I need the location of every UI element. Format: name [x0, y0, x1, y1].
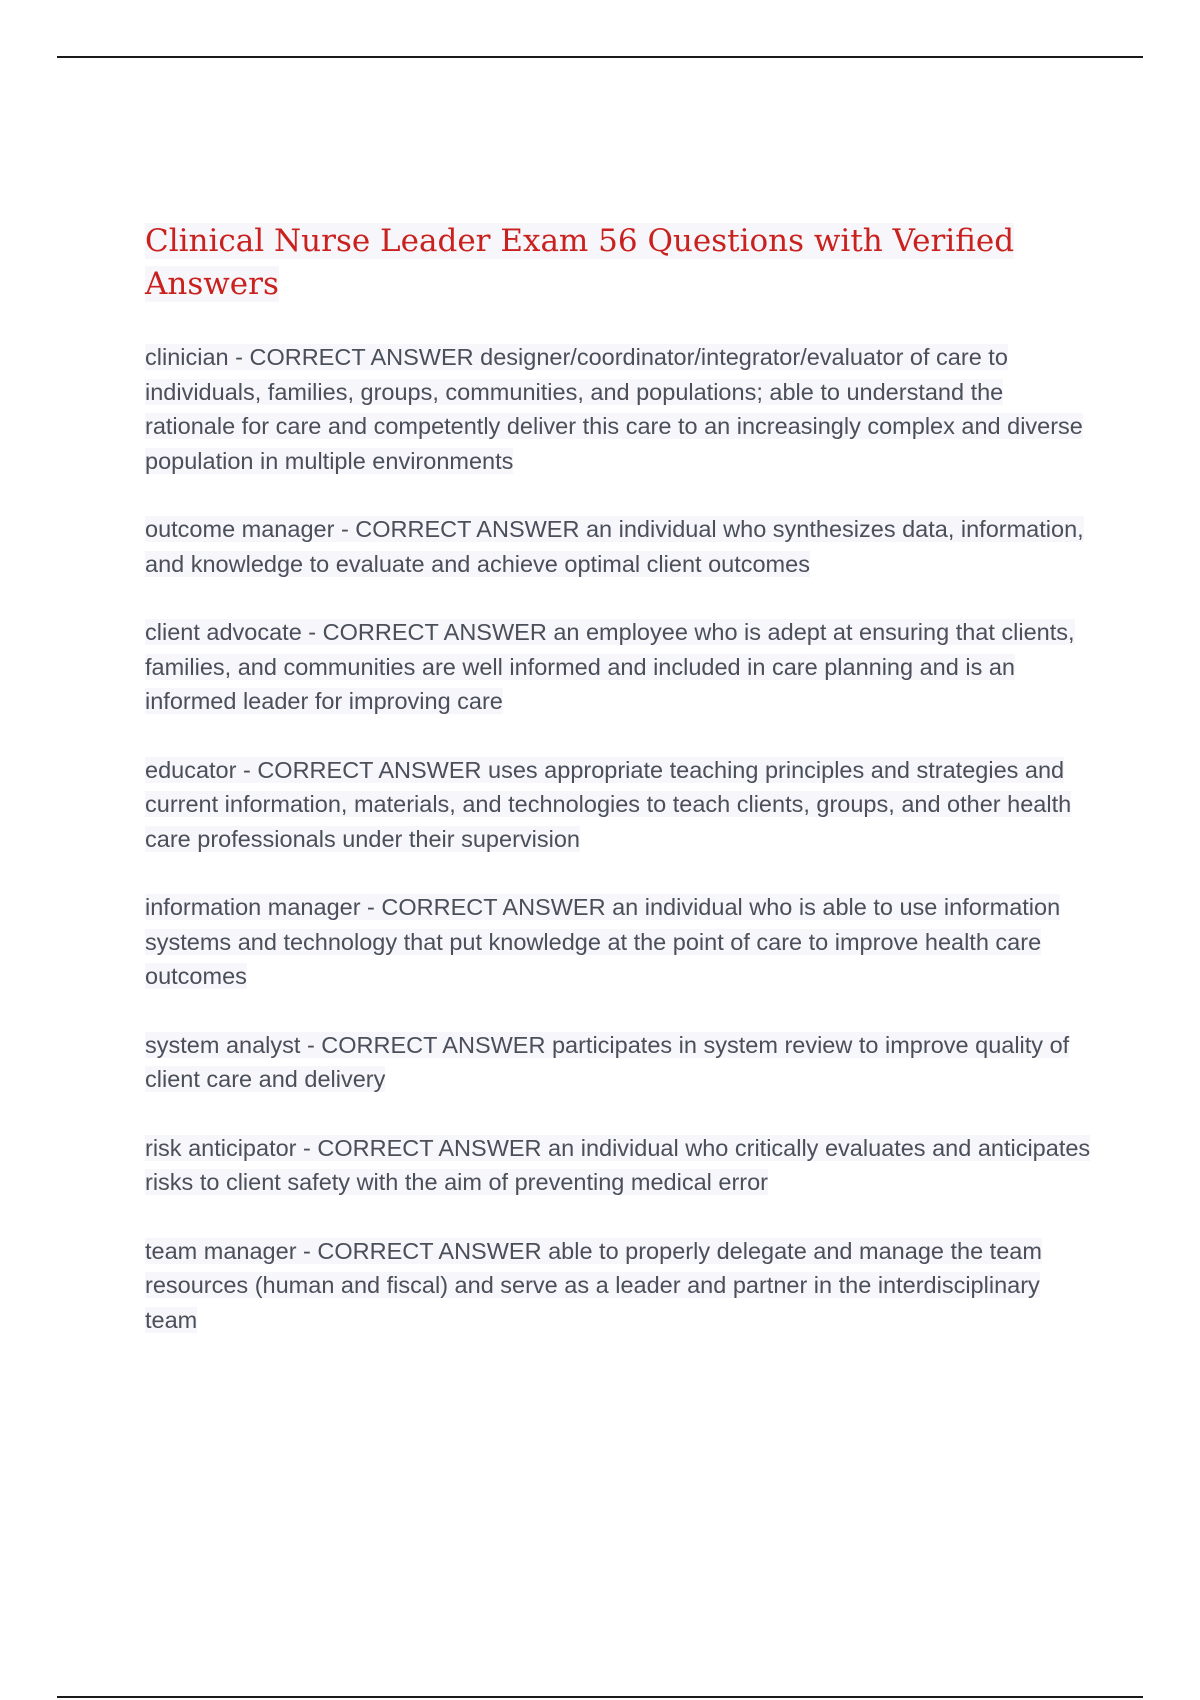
qa-entry-educator: educator - CORRECT ANSWER uses appropriate teaching principles and strategies and current information, materials, and technologies to teach clients, groups, and other health care professionals under their supervision: [145, 756, 1072, 852]
qa-entry-outcome-manager: outcome manager - CORRECT ANSWER an individual who synthesizes data, information, and knowledge to evaluate and achieve optimal client outcomes: [145, 516, 1084, 577]
document-title: [145, 220, 1095, 306]
qa-entry-team-manager: team manager - CORRECT ANSWER able to properly delegate and manage the team resources (human and fiscal) and serve as a leader and partner in the interdisciplinary team: [145, 1237, 1042, 1333]
document-title-text: Clinical Nurse Leader Exam 56 Questions with Verified Answers: [145, 223, 1015, 302]
qa-entry-system-analyst: system analyst - CORRECT ANSWER participates in system review to improve quality of client care and delivery: [145, 1031, 1070, 1092]
qa-entry-client-advocate: client advocate - CORRECT ANSWER an employee who is adept at ensuring that clients, families, and communities are well informed and included in care planning and is an informed leader for improving care: [145, 619, 1075, 714]
top-rule: [57, 56, 1143, 58]
bottom-rule: [57, 1696, 1143, 1698]
qa-entry-information-manager: information manager - CORRECT ANSWER an individual who is able to use information systems and technology that put knowledge at the point of care to improve health care outcomes: [145, 894, 1061, 989]
qa-entry-risk-anticipator: risk anticipator - CORRECT ANSWER an individual who critically evaluates and anticipates risks to client safety with the aim of preventing medical error: [145, 1134, 1091, 1195]
qa-entry-clinician: clinician - CORRECT ANSWER designer/coordinator/integrator/evaluator of care to individuals, families, groups, communities, and populations; able to understand the rationale for care and competently deliver this care to an increasingly complex and diverse population in multiple environments: [145, 344, 1083, 474]
document-body: [145, 220, 1095, 1371]
